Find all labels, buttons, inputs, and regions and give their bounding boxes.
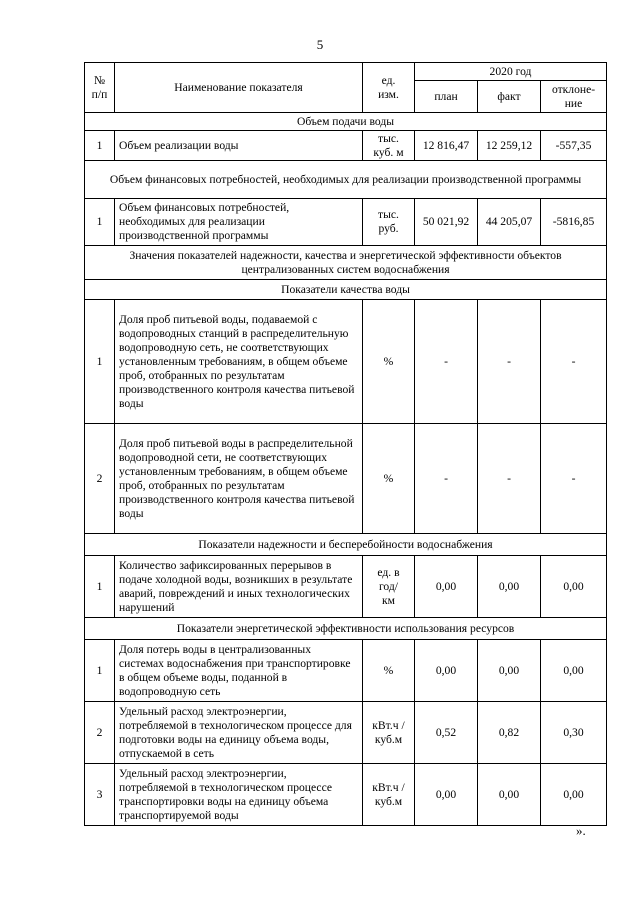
deviation-value: 0,00	[541, 764, 607, 826]
header-fact: факт	[478, 81, 541, 113]
section-header-row	[85, 280, 607, 300]
page-number: 5	[316, 37, 324, 52]
section-title: Показатели надежности и бесперебойности водоснабжения	[85, 534, 607, 556]
plan-value: 0,00	[415, 556, 478, 618]
fact-value: 12 259,12	[478, 131, 541, 161]
unit-cell: кВт.ч / куб.м	[363, 702, 415, 764]
deviation-value: -	[541, 424, 607, 534]
header-deviation: отклоне- ние	[541, 81, 607, 113]
table-row	[85, 300, 607, 424]
row-number: 2	[85, 424, 115, 534]
table-row	[85, 764, 607, 826]
section-header-row	[85, 618, 607, 640]
plan-value: -	[415, 424, 478, 534]
fact-value: 0,00	[478, 764, 541, 826]
row-number: 1	[85, 556, 115, 618]
row-number: 2	[85, 702, 115, 764]
deviation-value: 0,30	[541, 702, 607, 764]
indicator-name: Удельный расход электроэнергии, потребляемой в технологическом процессе для подготовки воды на единицу объема воды, отпускаемой в сеть	[115, 702, 363, 764]
table-row	[85, 131, 607, 161]
unit-cell: %	[363, 640, 415, 702]
table-row	[85, 640, 607, 702]
unit-cell: тыс. руб.	[363, 199, 415, 246]
closing-quote: ».	[576, 823, 586, 838]
unit-cell: %	[363, 300, 415, 424]
deviation-value: -	[541, 300, 607, 424]
indicator-name: Объем реализации воды	[115, 131, 363, 161]
section-title: Показатели энергетической эффективности использования ресурсов	[85, 618, 607, 640]
indicator-name: Доля потерь воды в централизованных системах водоснабжения при транспортировке в общем объеме воды, поданной в водопроводную сеть	[115, 640, 363, 702]
row-number: 3	[85, 764, 115, 826]
indicator-name: Доля проб питьевой воды, подаваемой с водопроводных станций в распределительную водопроводную сеть, не соответствующих установленным требованиям, в общем объеме проб, отобранных по результатам производственного контроля качества питьевой воды	[115, 300, 363, 424]
fact-value: 0,00	[478, 556, 541, 618]
row-number: 1	[85, 131, 115, 161]
section-header-row	[85, 113, 607, 131]
table-row	[85, 424, 607, 534]
header-plan: план	[415, 81, 478, 113]
unit-cell: %	[363, 424, 415, 534]
section-header-row	[85, 161, 607, 199]
section-header-row	[85, 246, 607, 280]
table-row	[85, 556, 607, 618]
fact-value: -	[478, 424, 541, 534]
section-title: Значения показателей надежности, качества и энергетической эффективности объектов централизованных систем водоснабжения	[85, 246, 607, 280]
section-header-row	[85, 534, 607, 556]
section-title: Объем финансовых потребностей, необходимых для реализации производственной программы	[85, 161, 607, 199]
fact-value: -	[478, 300, 541, 424]
plan-value: 50 021,92	[415, 199, 478, 246]
section-title: Показатели качества воды	[85, 280, 607, 300]
fact-value: 44 205,07	[478, 199, 541, 246]
header-unit: ед. изм.	[363, 63, 415, 113]
plan-value: 0,52	[415, 702, 478, 764]
plan-value: 12 816,47	[415, 131, 478, 161]
unit-cell: ед. в год/ км	[363, 556, 415, 618]
row-number: 1	[85, 300, 115, 424]
table-row	[85, 199, 607, 246]
fact-value: 0,00	[478, 640, 541, 702]
unit-cell: кВт.ч / куб.м	[363, 764, 415, 826]
indicator-name: Объем финансовых потребностей, необходимых для реализации производственной программы	[115, 199, 363, 246]
header-year: 2020 год	[415, 63, 607, 81]
indicator-name: Доля проб питьевой воды в распределительной водопроводной сети, не соответствующих установленным требованиям, в общем объеме проб, отобранных по результатам производственного контроля качества питьевой воды	[115, 424, 363, 534]
indicator-name: Удельный расход электроэнергии, потребляемой в технологическом процессе транспортировки воды на единицу объема транспортируемой воды	[115, 764, 363, 826]
plan-value: 0,00	[415, 640, 478, 702]
header-name: Наименование показателя	[115, 63, 363, 113]
row-number: 1	[85, 199, 115, 246]
header-num: № п/п	[85, 63, 115, 113]
plan-value: -	[415, 300, 478, 424]
deviation-value: -557,35	[541, 131, 607, 161]
fact-value: 0,82	[478, 702, 541, 764]
table-row	[85, 702, 607, 764]
indicator-name: Количество зафиксированных перерывов в подаче холодной воды, возникших в результате аварий, повреждений и иных технологических нарушений	[115, 556, 363, 618]
unit-cell: тыс. куб. м	[363, 131, 415, 161]
deviation-value: 0,00	[541, 640, 607, 702]
section-title: Объем подачи воды	[85, 113, 607, 131]
indicators-table	[84, 62, 607, 826]
row-number: 1	[85, 640, 115, 702]
plan-value: 0,00	[415, 764, 478, 826]
deviation-value: -5816,85	[541, 199, 607, 246]
deviation-value: 0,00	[541, 556, 607, 618]
